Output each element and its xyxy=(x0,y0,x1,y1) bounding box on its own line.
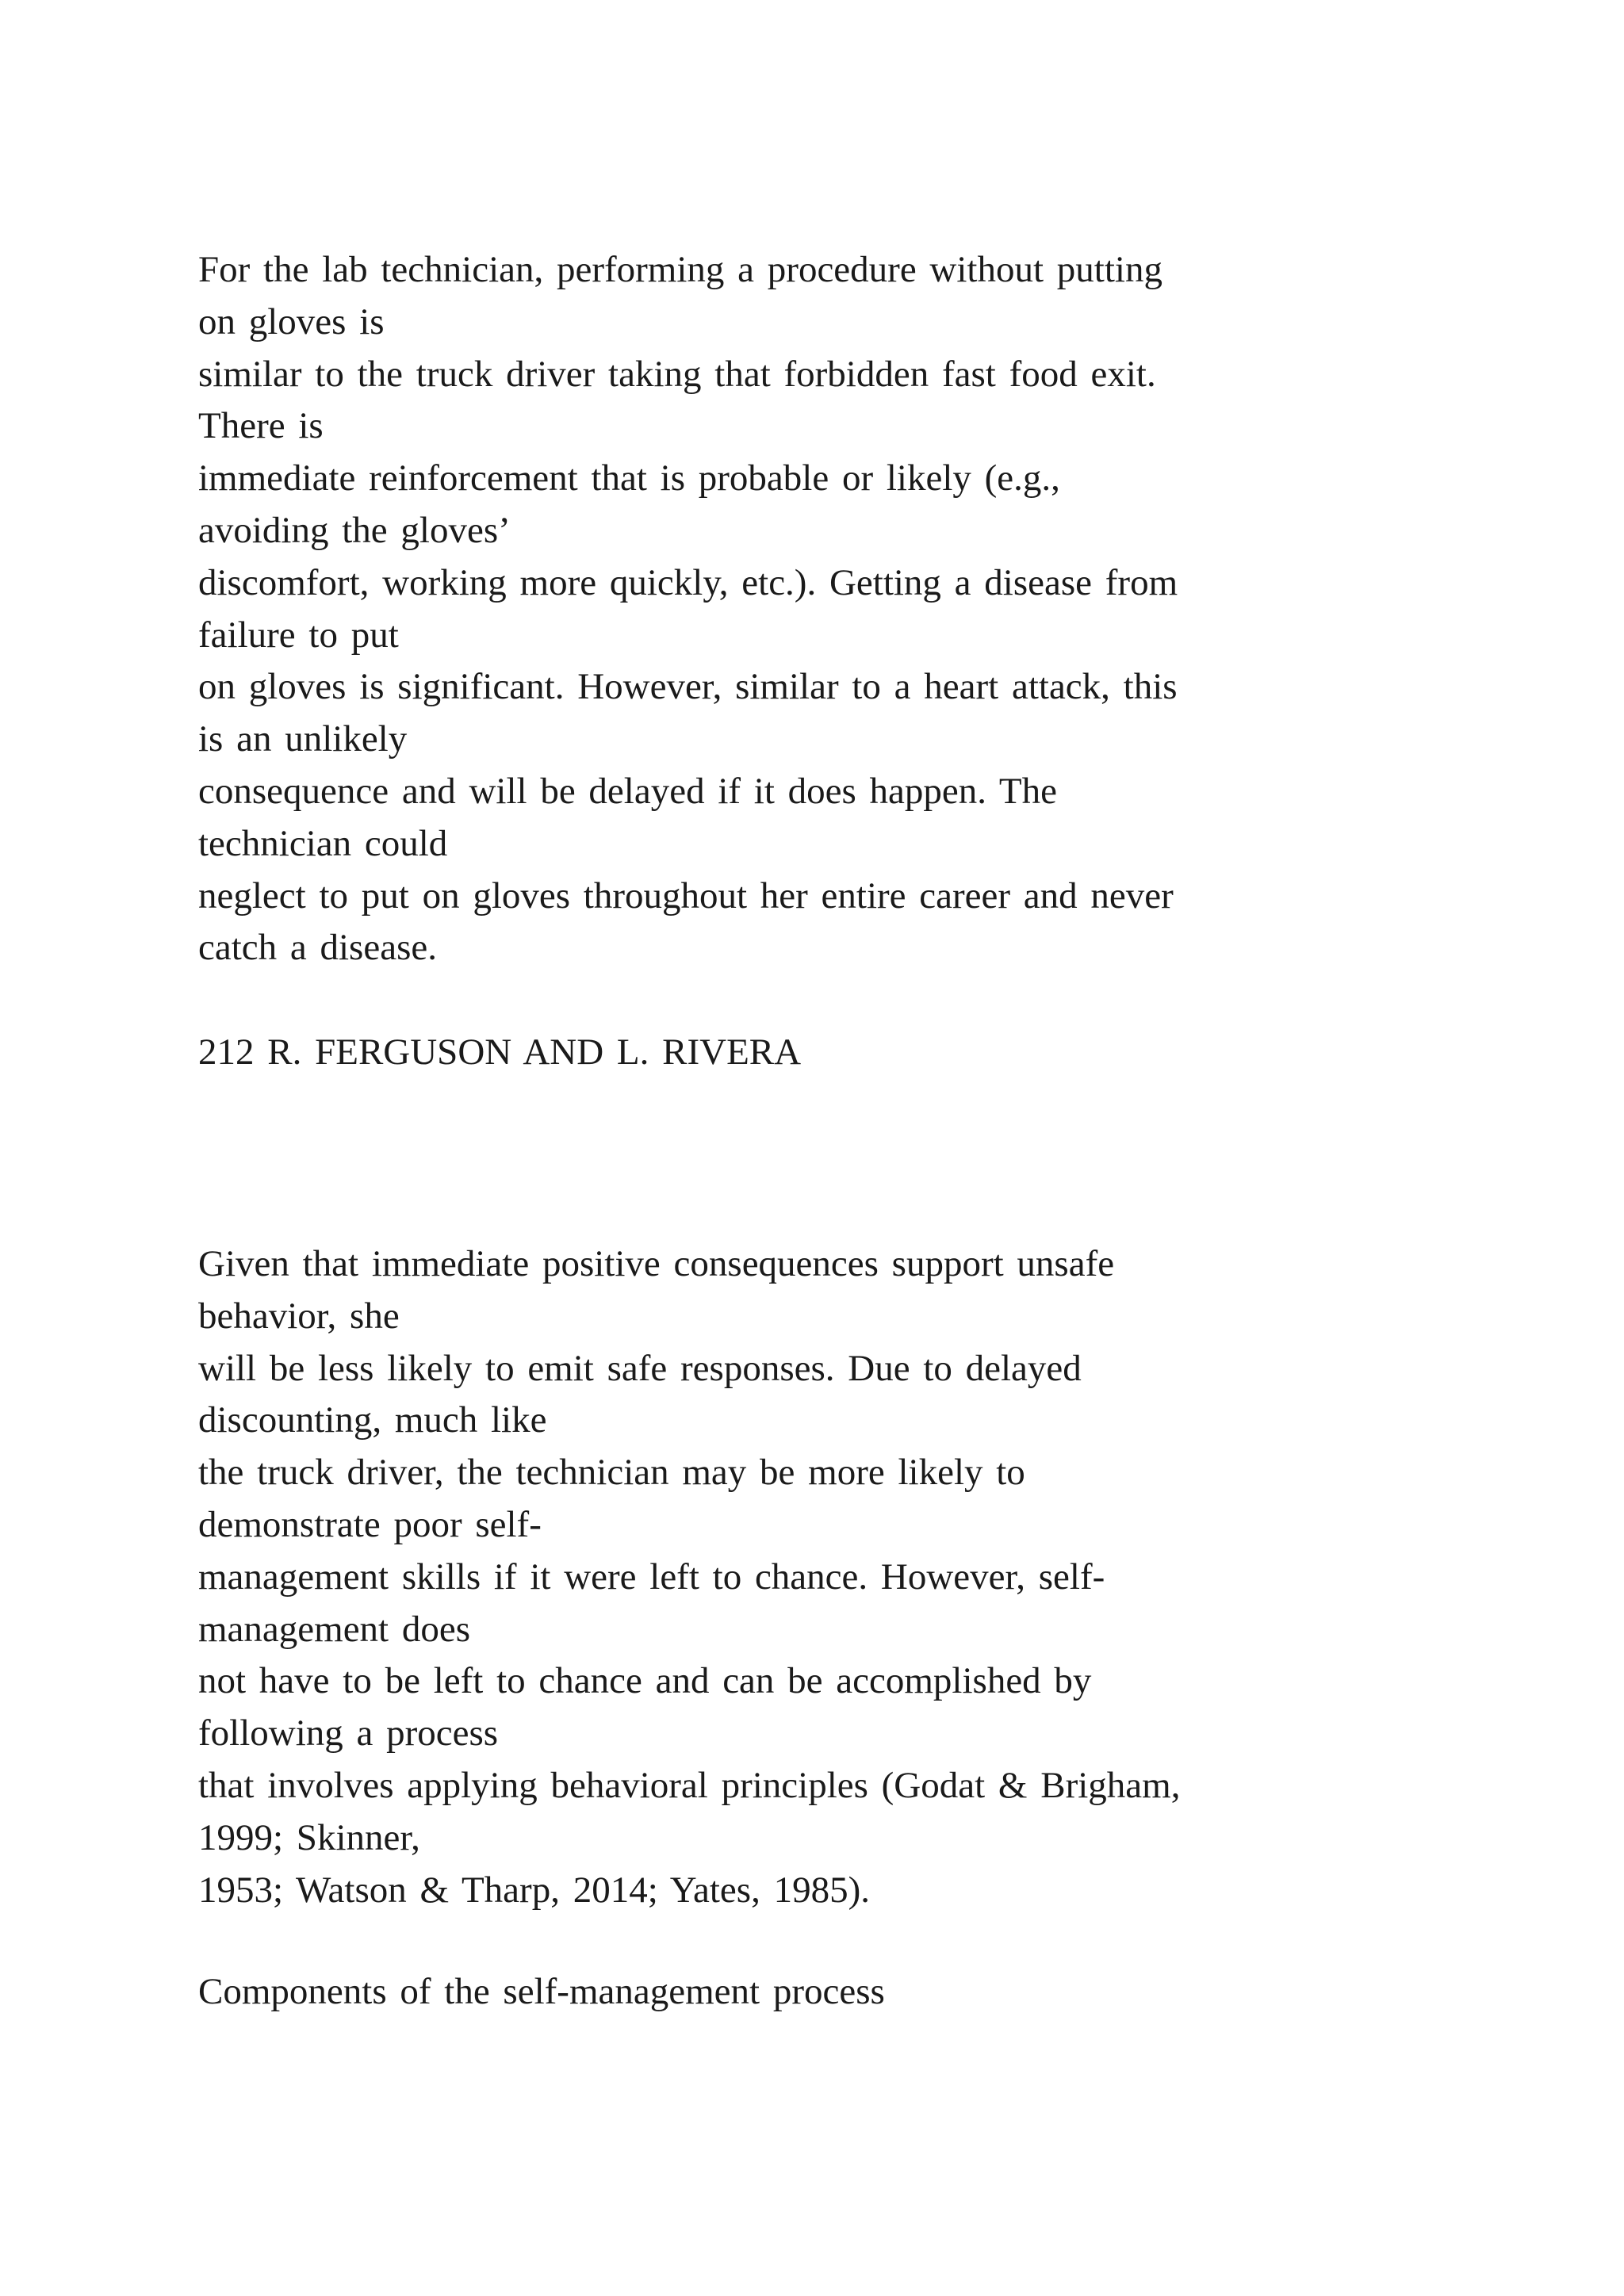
text-line: There is xyxy=(198,405,324,447)
text-line: catch a disease. xyxy=(198,927,437,969)
text-line: management skills if it were left to chance. However, self- xyxy=(198,1556,1105,1598)
text-line: following a process xyxy=(198,1712,499,1755)
text-line: will be less likely to emit safe responses. Due to delayed xyxy=(198,1347,1082,1389)
text-line: avoiding the gloves’ xyxy=(198,509,511,551)
body-paragraph-2 xyxy=(198,1238,1499,1916)
running-header xyxy=(198,1027,1499,1079)
text-line: neglect to put on gloves throughout her entire career and never xyxy=(198,874,1174,916)
section-heading-text: Components of the self-management process xyxy=(198,1971,885,2012)
text-line: 1953; Watson & Tharp, 2014; Yates, 1985). xyxy=(198,1869,870,1911)
text-line: behavior, she xyxy=(198,1295,400,1337)
text-line: immediate reinforcement that is probable or likely (e.g., xyxy=(198,457,1060,499)
text-line: on gloves is significant. However, similar to a heart attack, this xyxy=(198,666,1178,708)
running-header-text: 212 R. FERGUSON AND L. RIVERA xyxy=(198,1031,802,1073)
text-line: not have to be left to chance and can be accomplished by xyxy=(198,1660,1092,1702)
text-line: the truck driver, the technician may be more likely to xyxy=(198,1452,1025,1494)
text-line: on gloves is xyxy=(198,300,385,342)
section-heading xyxy=(198,1966,1499,2019)
text-line: discomfort, working more quickly, etc.). Getting a disease from xyxy=(198,561,1178,603)
text-line: consequence and will be delayed if it does happen. The xyxy=(198,770,1057,812)
text-line: For the lab technician, performing a procedure without putting xyxy=(198,249,1162,290)
text-line: management does xyxy=(198,1608,471,1650)
text-line: is an unlikely xyxy=(198,718,408,760)
text-line: discounting, much like xyxy=(198,1399,547,1441)
text-line: 1999; Skinner, xyxy=(198,1816,420,1858)
text-line: similar to the truck driver taking that forbidden fast food exit. xyxy=(198,353,1156,395)
body-paragraph-1 xyxy=(198,244,1499,974)
text-line: Given that immediate positive consequences support unsafe xyxy=(198,1243,1115,1284)
text-line: failure to put xyxy=(198,614,399,656)
text-line: demonstrate poor self- xyxy=(198,1503,542,1545)
text-line: that involves applying behavioral principles (Godat & Brigham, xyxy=(198,1764,1181,1806)
text-line: technician could xyxy=(198,822,448,864)
